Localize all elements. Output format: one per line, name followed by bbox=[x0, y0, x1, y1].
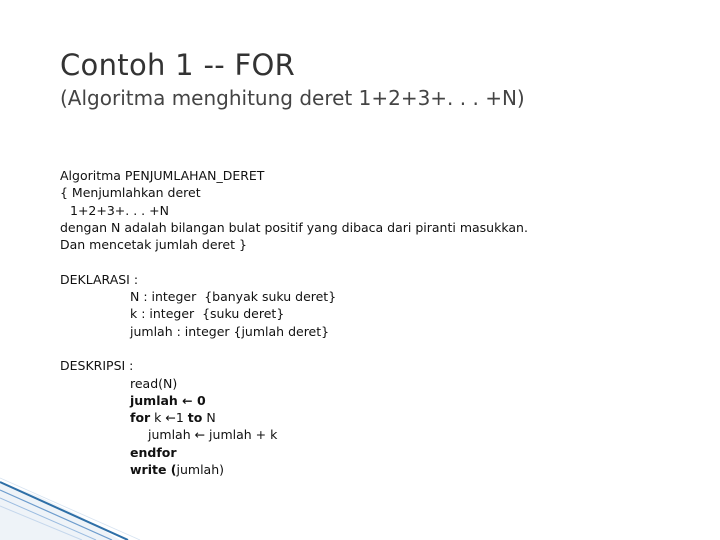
comment-line: dengan N adalah bilangan bulat positif yang dibaca dari piranti masukkan. bbox=[60, 219, 528, 235]
slide-title: Contoh 1 -- FOR bbox=[60, 48, 296, 82]
slide-subtitle: (Algoritma menghitung deret 1+2+3+. . . +N) bbox=[60, 86, 525, 110]
comment-line: { Menjumlahkan deret bbox=[60, 185, 201, 201]
spacer bbox=[60, 340, 680, 357]
declaration-line: k : integer {suku deret} bbox=[130, 306, 285, 322]
spacer bbox=[60, 253, 680, 270]
declaration-line: N : integer {banyak suku deret} bbox=[130, 289, 337, 305]
for-limit: N bbox=[202, 410, 216, 426]
write-statement bbox=[60, 461, 680, 478]
for-keyword: for bbox=[130, 410, 151, 426]
loop-body: jumlah ← jumlah + k bbox=[148, 427, 278, 443]
assign-statement: jumlah ← 0 bbox=[130, 392, 206, 408]
for-statement bbox=[60, 409, 680, 426]
comment-line: 1+2+3+. . . +N bbox=[70, 202, 169, 218]
comment-line: Dan mencetak jumlah deret } bbox=[60, 237, 247, 253]
write-argument: jumlah) bbox=[176, 462, 225, 478]
for-init: k ←1 bbox=[150, 410, 188, 426]
endfor-keyword: endfor bbox=[130, 444, 177, 460]
deskripsi-header: DESKRIPSI : bbox=[60, 358, 134, 374]
write-keyword: write ( bbox=[130, 462, 177, 478]
algorithm-header: Algoritma PENJUMLAHAN_DERET bbox=[60, 168, 265, 183]
to-keyword: to bbox=[187, 410, 203, 426]
deklarasi-header: DEKLARASI : bbox=[60, 271, 139, 287]
read-statement: read(N) bbox=[130, 375, 178, 391]
algorithm-body bbox=[60, 167, 680, 478]
declaration-line: jumlah : integer {jumlah deret} bbox=[130, 323, 330, 339]
